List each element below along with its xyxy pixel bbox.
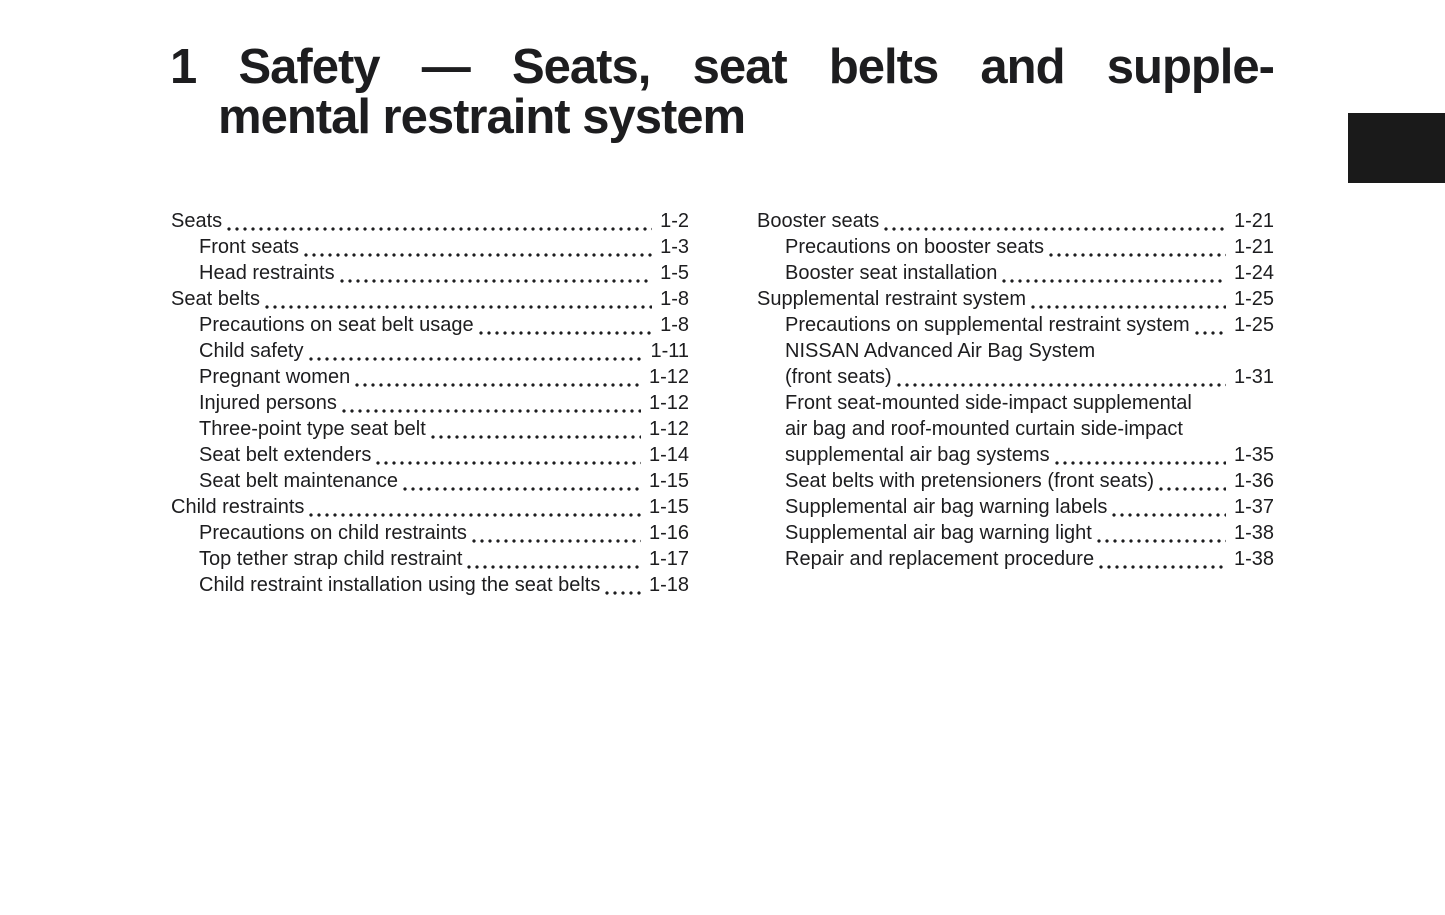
toc-entry-line [757,494,1274,520]
toc-dot-leader [479,312,652,338]
toc-entry-label: Seat belt extenders [199,444,372,466]
toc-entry-label: (front seats) [785,366,892,388]
toc-dot-leader [355,364,641,390]
toc-entry-label: Precautions on booster seats [785,236,1045,258]
toc-dot-leader [1097,520,1226,546]
toc-entry-line [757,442,1274,468]
toc-entry-label: Head restraints [199,262,335,284]
toc-entry-label: Seat belts [171,288,260,310]
toc-entry-label: NISSAN Advanced Air Bag System [785,340,1096,362]
toc-entry-label: air bag and roof-mounted curtain side-impact [785,418,1183,440]
toc-page-number: 1-21 [1233,236,1274,258]
toc-dot-leader [1195,312,1226,338]
toc-page-number: 1-14 [648,444,689,466]
toc-dot-leader [884,208,1226,234]
toc-entry-line [171,442,689,468]
toc-entry-line [171,494,689,520]
toc-dot-leader [1159,468,1226,494]
toc-entry-line [171,312,689,338]
toc-entry-label: Precautions on child restraints [199,522,467,544]
toc-entry-label: Supplemental air bag warning labels [785,496,1108,518]
toc-dot-leader [472,520,641,546]
toc-entry-label: Seats [171,210,223,232]
toc-entry-label: Precautions on supplemental restraint system [785,314,1190,336]
toc-page-number: 1-25 [1233,314,1274,336]
toc-page-number: 1-8 [660,314,689,336]
toc-entry-label: Front seats [199,236,300,258]
toc-entry-line [171,390,689,416]
toc-dot-leader [1049,234,1226,260]
toc-entry-label: Three-point type seat belt [199,418,426,440]
toc-entry-line [757,234,1274,260]
toc-page-number: 1-35 [1233,444,1274,466]
toc-entry-label: Child safety [199,340,304,362]
toc-entry-line [171,416,689,442]
toc-entry-label: Front seat-mounted side-impact supplemental [785,392,1192,414]
toc-page-number: 1-15 [648,496,689,518]
toc-entry-label: Precautions on seat belt usage [199,314,474,336]
toc-entry-line [171,234,689,260]
toc-entry-label: Top tether strap child restraint [199,548,463,570]
toc-entry-line [757,286,1274,312]
toc-dot-leader [376,442,641,468]
toc-entry-line [757,338,1274,364]
toc-page-number: 1-12 [648,392,689,414]
toc-entry-line [171,572,689,598]
toc-dot-leader [431,416,641,442]
toc-entry-line [171,468,689,494]
toc-entry-line [171,208,689,234]
toc-entry-line [757,520,1274,546]
toc-entry-line [757,468,1274,494]
toc-dot-leader [304,234,652,260]
toc-dot-leader [605,572,641,598]
toc-page-number: 1-31 [1233,366,1274,388]
toc-entry-label: Supplemental restraint system [757,288,1027,310]
toc-entry-line [757,364,1274,390]
toc-dot-leader [467,546,641,572]
toc-entry-line [757,208,1274,234]
toc-entry-line [171,286,689,312]
chapter-tab-marker [1348,113,1445,183]
toc-entry-line [757,390,1274,416]
chapter-number: 1 [170,40,197,94]
toc-dot-leader [897,364,1226,390]
toc-page-number: 1-3 [660,236,689,258]
toc-entry-label: supplemental air bag systems [785,444,1050,466]
toc-page-number: 1-8 [660,288,689,310]
toc-entry-label: Supplemental air bag warning light [785,522,1092,544]
chapter-title-line-1 [170,42,1274,92]
toc-dot-leader [1031,286,1226,312]
toc-dot-leader [403,468,641,494]
toc-column-left [171,208,689,598]
toc-page-number: 1-12 [648,366,689,388]
toc-dot-leader [227,208,652,234]
toc-entry-line [171,364,689,390]
toc-entry-label: Seat belt maintenance [199,470,399,492]
toc-entry-line [171,520,689,546]
toc-dot-leader [265,286,652,312]
toc-page-number: 1-25 [1233,288,1274,310]
toc-page-number: 1-38 [1233,548,1274,570]
toc-entry-line [171,260,689,286]
toc-entry-label: Repair and replacement procedure [785,548,1095,570]
chapter-title-line-2: mental restraint system [218,90,746,144]
toc-page-number: 1-36 [1233,470,1274,492]
toc-entry-label: Child restraints [171,496,305,518]
toc-column-right [757,208,1274,572]
toc-dot-leader [342,390,641,416]
toc-page-number: 1-5 [660,262,689,284]
toc-entry-line [757,260,1274,286]
toc-entry-line [171,546,689,572]
toc-dot-leader [309,494,641,520]
toc-entry-label: Child restraint installation using the seat belts [199,574,601,596]
toc-page-number: 1-24 [1233,262,1274,284]
chapter-title-text: Safety — Seats, seat belts and supple- [238,40,1274,94]
toc-page-number: 1-16 [648,522,689,544]
toc-entry-label: Booster seats [757,210,880,232]
toc-entry-label: Injured persons [199,392,337,414]
toc-entry-label: Pregnant women [199,366,351,388]
chapter-title [170,42,1274,142]
toc-dot-leader [1112,494,1226,520]
toc-dot-leader [1099,546,1226,572]
toc-entry-line [757,312,1274,338]
toc-page-number: 1-2 [660,210,689,232]
toc-entry-label: Seat belts with pretensioners (front seats) [785,470,1155,492]
toc-entry-label: Booster seat installation [785,262,998,284]
toc-entry-line [171,338,689,364]
toc-dot-leader [1002,260,1226,286]
toc-page-number: 1-17 [648,548,689,570]
toc-dot-leader [1055,442,1226,468]
toc-entry-line [757,416,1274,442]
toc-page-number: 1-12 [648,418,689,440]
toc-page-number: 1-21 [1233,210,1274,232]
toc-dot-leader [309,338,643,364]
toc-entry-line [757,546,1274,572]
toc-page-number: 1-38 [1233,522,1274,544]
toc-page-number: 1-18 [648,574,689,596]
toc-page-number: 1-37 [1233,496,1274,518]
toc-page-number: 1-15 [648,470,689,492]
toc-page-number: 1-11 [650,340,689,362]
toc-dot-leader [340,260,652,286]
